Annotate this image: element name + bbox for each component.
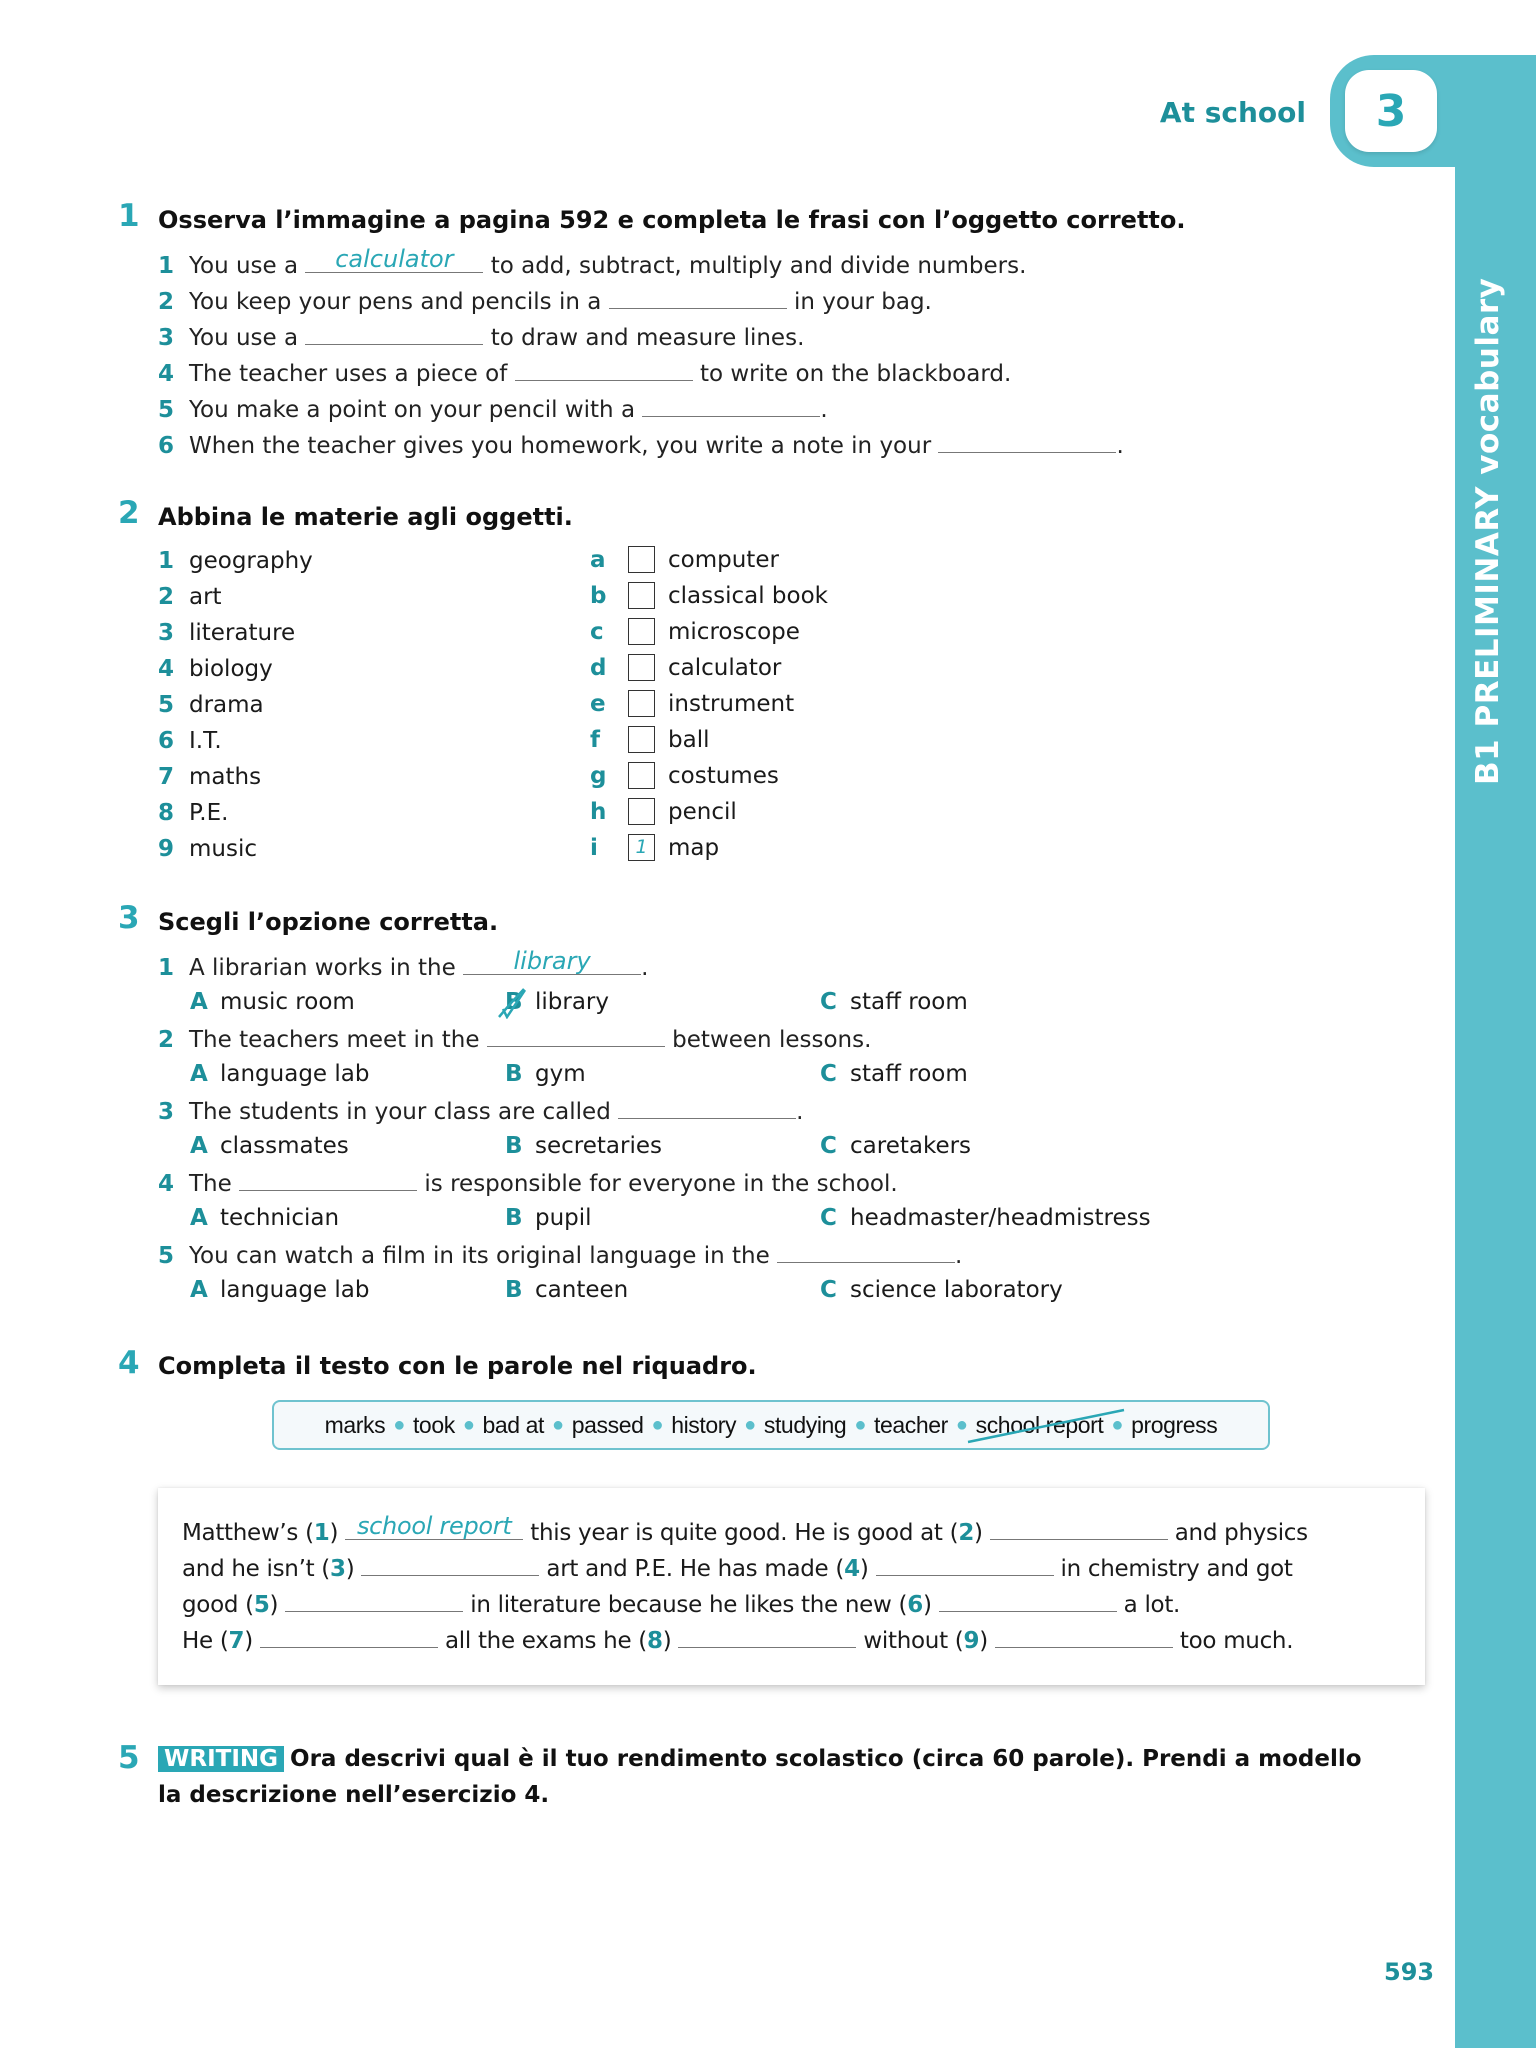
option-a[interactable]: A technician (190, 1205, 340, 1231)
word-bank-item: studying (763, 1411, 847, 1438)
option-b-checked[interactable]: B library (505, 989, 609, 1015)
option-a[interactable]: A classmates (190, 1133, 349, 1159)
cloze-blank-6[interactable] (939, 1590, 1117, 1612)
exercise-4-number: 4 (118, 1345, 140, 1381)
word-bank: marks ● took ● bad at ● passed ● history ● studying ● teacher ● school report ● progress (272, 1400, 1270, 1450)
answer-box[interactable] (628, 798, 655, 825)
ex1-item-6: 6 When the teacher gives you homework, you write a note in your . (158, 433, 1124, 459)
object-item: b classical book (590, 582, 828, 609)
answer-box[interactable] (628, 618, 655, 645)
ex1-item-4: 4 The teacher uses a piece of to write on the blackboard. (158, 361, 1012, 387)
ex1-blank-2[interactable] (609, 287, 787, 309)
exercise-2-title: Abbina le materie agli oggetti. (158, 503, 573, 531)
object-item: f ball (590, 726, 710, 753)
answer-box[interactable] (628, 690, 655, 717)
object-item: g costumes (590, 762, 779, 789)
check-mark-icon (497, 987, 531, 1019)
object-item: a computer (590, 546, 779, 573)
cloze-blank-4[interactable] (876, 1554, 1054, 1576)
side-section-label: B1 PRELIMINARY vocabulary (1470, 277, 1506, 785)
cloze-blank-5[interactable] (285, 1590, 463, 1612)
exercise-4-title: Completa il testo con le parole nel riquadro. (158, 1352, 757, 1380)
ex3-blank-5[interactable] (777, 1241, 955, 1263)
word-bank-item: history (671, 1411, 737, 1438)
object-item: d calculator (590, 654, 782, 681)
subject-item: 6 I.T. (158, 728, 222, 754)
option-b[interactable]: B gym (505, 1061, 586, 1087)
option-b[interactable]: B canteen (505, 1277, 629, 1303)
ex3-question-3: 3 The students in your class are called . (158, 1099, 804, 1125)
ex1-blank-5[interactable] (642, 395, 820, 417)
cloze-line-2: and he isn’t (3) art and P.E. He has made (4) in chemistry and got (182, 1556, 1293, 1582)
ex3-question-4: 4 The is responsible for everyone in the school. (158, 1171, 898, 1197)
subject-item: 7 maths (158, 764, 262, 790)
cloze-line-3: good (5) in literature because he likes the new (6) a lot. (182, 1592, 1181, 1618)
subject-item: 4 biology (158, 656, 273, 682)
option-b[interactable]: B pupil (505, 1205, 592, 1231)
word-bank-item: took (412, 1411, 455, 1438)
handwritten-answer: library (513, 947, 591, 975)
option-a[interactable]: A music room (190, 989, 355, 1015)
ex1-item-5: 5 You make a point on your pencil with a . (158, 397, 828, 423)
strikethrough-icon (966, 1406, 1126, 1446)
cloze-blank-3[interactable] (361, 1554, 539, 1576)
ex3-question-1: 1 A librarian works in the library . (158, 947, 649, 981)
option-b[interactable]: B secretaries (505, 1133, 662, 1159)
option-c[interactable]: C headmaster/headmistress (820, 1205, 1151, 1231)
ex1-item-2: 2 You keep your pens and pencils in a in your bag. (158, 289, 932, 315)
cloze-blank-1[interactable] (345, 1512, 523, 1540)
object-item: i 1 map (590, 834, 720, 861)
ex3-question-5: 5 You can watch a film in its original language in the . (158, 1243, 963, 1269)
exercise-5-number: 5 (118, 1740, 140, 1776)
ex3-blank-2[interactable] (487, 1025, 665, 1047)
subject-item: 5 drama (158, 692, 264, 718)
object-item: c microscope (590, 618, 800, 645)
exercise-5-title: WRITING Ora descrivi qual è il tuo rendimento scolastico (circa 60 parole). Prendi a modello (158, 1746, 1362, 1772)
ex1-blank-3[interactable] (305, 323, 483, 345)
cloze-blank-7[interactable] (260, 1626, 438, 1648)
word-bank-item: teacher (874, 1411, 948, 1438)
option-c[interactable]: C caretakers (820, 1133, 972, 1159)
ex3-blank-4[interactable] (239, 1169, 417, 1191)
object-item: h pencil (590, 798, 737, 825)
exercise-2-number: 2 (118, 495, 140, 531)
answer-box[interactable] (628, 654, 655, 681)
writing-tag: WRITING (158, 1746, 284, 1772)
chapter-title: At school (1159, 96, 1306, 129)
ex3-blank-3[interactable] (618, 1097, 796, 1119)
cloze-blank-9[interactable] (995, 1626, 1173, 1648)
exercise-1-number: 1 (118, 198, 140, 234)
handwritten-answer: school report (356, 1512, 512, 1540)
word-bank-item: passed (571, 1411, 644, 1438)
cloze-blank-2[interactable] (990, 1518, 1168, 1540)
ex3-question-2: 2 The teachers meet in the between lessons. (158, 1027, 872, 1053)
ex1-blank-1[interactable] (305, 245, 483, 273)
subject-item: 1 geography (158, 548, 313, 574)
exercise-3-number: 3 (118, 900, 140, 936)
option-a[interactable]: A language lab (190, 1277, 370, 1303)
word-bank-item: bad at (482, 1411, 545, 1438)
subject-item: 3 literature (158, 620, 296, 646)
answer-box[interactable] (628, 726, 655, 753)
page-number: 593 (1384, 1958, 1435, 1986)
answer-box[interactable]: 1 (628, 834, 655, 861)
exercise-3-title: Scegli l’opzione corretta. (158, 908, 499, 936)
ex1-blank-6[interactable] (938, 431, 1116, 453)
word-bank-item: progress (1131, 1411, 1218, 1438)
exercise-5-title-line2: la descrizione nell’esercizio 4. (158, 1782, 550, 1808)
option-c[interactable]: C staff room (820, 1061, 968, 1087)
subject-item: 9 music (158, 836, 258, 862)
word-bank-item: marks (324, 1411, 386, 1438)
object-item: e instrument (590, 690, 795, 717)
exercise-1-title: Osserva l’immagine a pagina 592 e completa le frasi con l’oggetto corretto. (158, 206, 1186, 234)
subject-item: 2 art (158, 584, 222, 610)
answer-box[interactable] (628, 582, 655, 609)
ex1-item-1: 1 You use a calculator to add, subtract, multiply and divide numbers. (158, 245, 1027, 279)
chapter-number-badge: 3 (1345, 70, 1437, 152)
cloze-line-1: Matthew’s (1) school report this year is quite good. He is good at (2) and physics (182, 1512, 1308, 1546)
handwritten-answer: calculator (335, 245, 454, 273)
answer-box[interactable] (628, 546, 655, 573)
option-c[interactable]: C science laboratory (820, 1277, 1063, 1303)
cloze-line-4: He (7) all the exams he (8) without (9) too much. (182, 1628, 1294, 1654)
ex3-blank-1[interactable] (463, 947, 641, 975)
option-a[interactable]: A language lab (190, 1061, 370, 1087)
cloze-blank-8[interactable] (678, 1626, 856, 1648)
answer-box[interactable] (628, 762, 655, 789)
word-bank-item-used: school report (976, 1412, 1104, 1439)
subject-item: 8 P.E. (158, 800, 229, 826)
ex1-item-3: 3 You use a to draw and measure lines. (158, 325, 805, 351)
cloze-text-box (158, 1488, 1425, 1685)
option-c[interactable]: C staff room (820, 989, 968, 1015)
ex1-blank-4[interactable] (515, 359, 693, 381)
